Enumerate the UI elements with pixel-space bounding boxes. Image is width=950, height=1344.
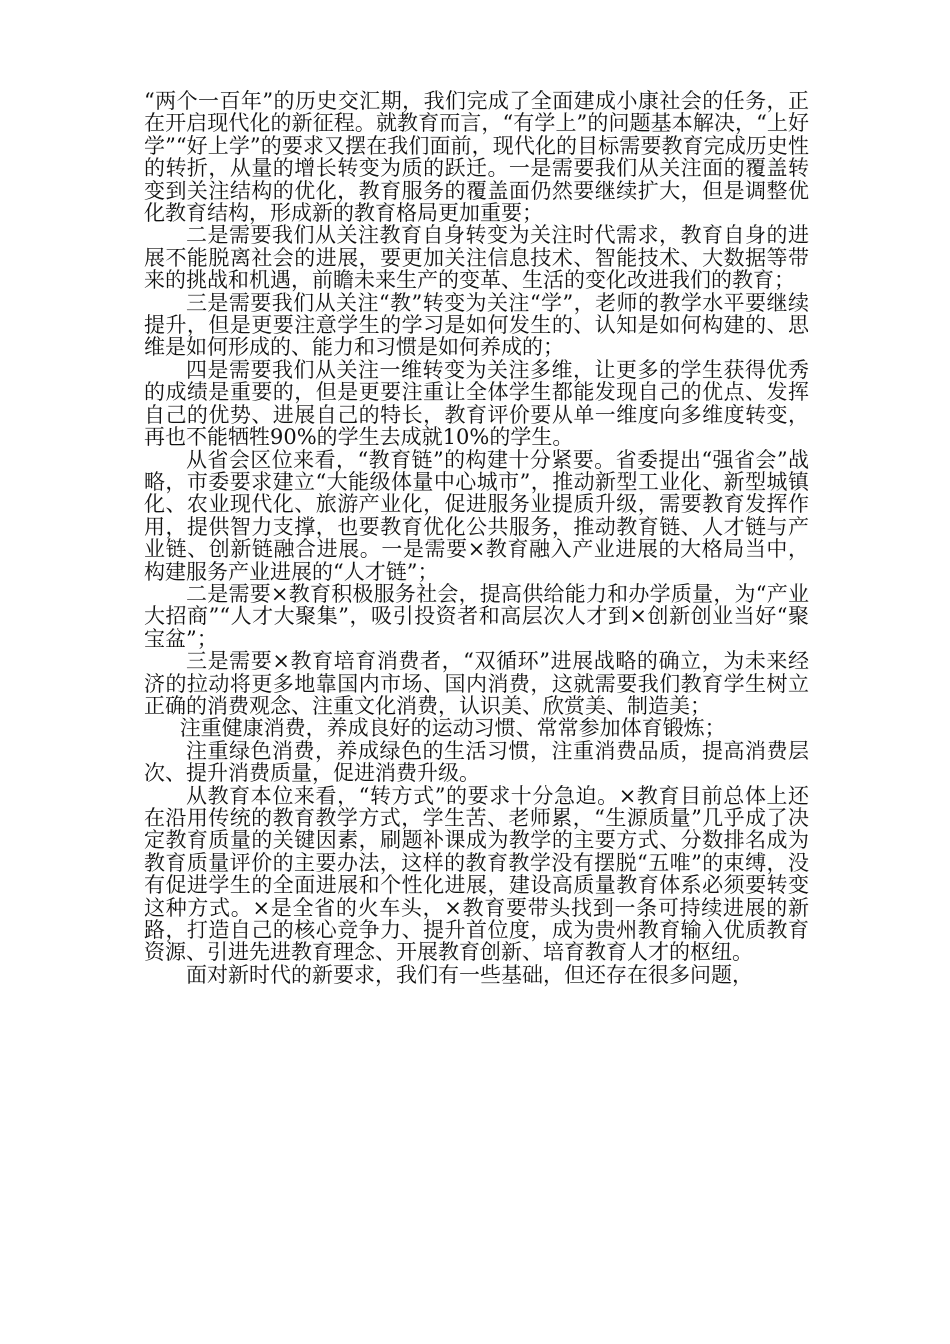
paragraph-8: 注重健康消费，养成良好的运动习惯、常常参加体育锻炼；: [179, 716, 726, 741]
paragraph-11: 面对新时代的新要求，我们有一些基础，但还存在很多问题，: [186, 962, 753, 987]
paragraph-3: 三是需要我们从关注“教”转变为关注“学”，老师的教学水平要继续提升，但是更要注意学生的学习是如何发生的、认知是如何构建的、思维是如何形成的、能力和习惯是如何养成的；: [144, 290, 809, 360]
paragraph-2: 二是需要我们从关注教育自身转变为关注时代需求，教育自身的进展不能脱离社会的进展，要更加关注信息技术、智能技术、大数据等带来的挑战和机遇，前瞻未来生产的变革、生活的变化改进我们的教育；: [144, 223, 809, 293]
paragraph-4: 四是需要我们从关注一维转变为关注多维，让更多的学生获得优秀的成绩是重要的，但是更要注重让全体学生都能发现自己的优点、发挥自己的优势、进展自己的特长，教育评价要从单一维度向多维度转变，再也不能牺牲90%的学生去成就10%的学生。: [144, 357, 809, 450]
paragraph-5: 从省会区位来看，“教育链”的构建十分紧要。省委提出“强省会”战略，市委要求建立“大能级体量中心城市”，推动新型工业化、新型城镇化、农业现代化、旅游产业化，促进服务业提质升级，需要教育发挥作用，提供智力支撑，也要教育优化公共服务，推动教育链、人才链与产业链、创新链融合进展。一是需要×教育融入产业进展的大格局当中，构建服务产业进展的“人才链”；: [144, 447, 809, 584]
paragraph-1: “两个一百年”的历史交汇期，我们完成了全面建成小康社会的任务，正在开启现代化的新征程。就教育而言，“有学上”的问题基本解决，“上好学”“好上学”的要求又摆在我们面前，现代化的目标需要教育完成历史性的转折，从量的增长转变为质的跃迁。一是需要我们从关注面的覆盖转变到关注结构的优化，教育服务的覆盖面仍然要继续扩大，但是调整优化教育结构，形成新的教育格局更加重要；: [144, 89, 809, 226]
paragraph-7: 三是需要×教育培育消费者，“双循环”进展战略的确立，为未来经济的拉动将更多地靠国内市场、国内消费，这就需要我们教育学生树立正确的消费观念、注重文化消费，认识美、欣赏美、制造美；: [144, 649, 809, 718]
paragraph-10: 从教育本位来看，“转方式”的要求十分急迫。×教育目前总体上还在沿用传统的教育教学方式，学生苦、老师累，“生源质量”几乎成了决定教育质量的关键因素，刷题补课成为教学的主要方式、分数排名成为教育质量评价的主要办法，这样的教育教学没有摆脱“五唯”的束缚，没有促进学生的全面进展和个性化进展，建设高质量教育体系必须要转变这种方式。×是全省的火车头，×教育要带头找到一条可持续进展的新路，打造自己的核心竞争力、提升首位度，成为贵州教育输入优质教育资源、引进先进教育理念、开展教育创新、培育教育人才的枢纽。: [144, 783, 809, 965]
body-text: [144, 90, 809, 986]
paragraph-6: 二是需要×教育积极服务社会，提高供给能力和办学质量，为“产业大招商”“人才大聚集”，吸引投资者和高层次人才到×创新创业当好“聚宝盆”；: [144, 581, 809, 651]
paragraph-9: 注重绿色消费，养成绿色的生活习惯，注重消费品质，提高消费层次、提升消费质量，促进消费升级。: [144, 738, 809, 786]
